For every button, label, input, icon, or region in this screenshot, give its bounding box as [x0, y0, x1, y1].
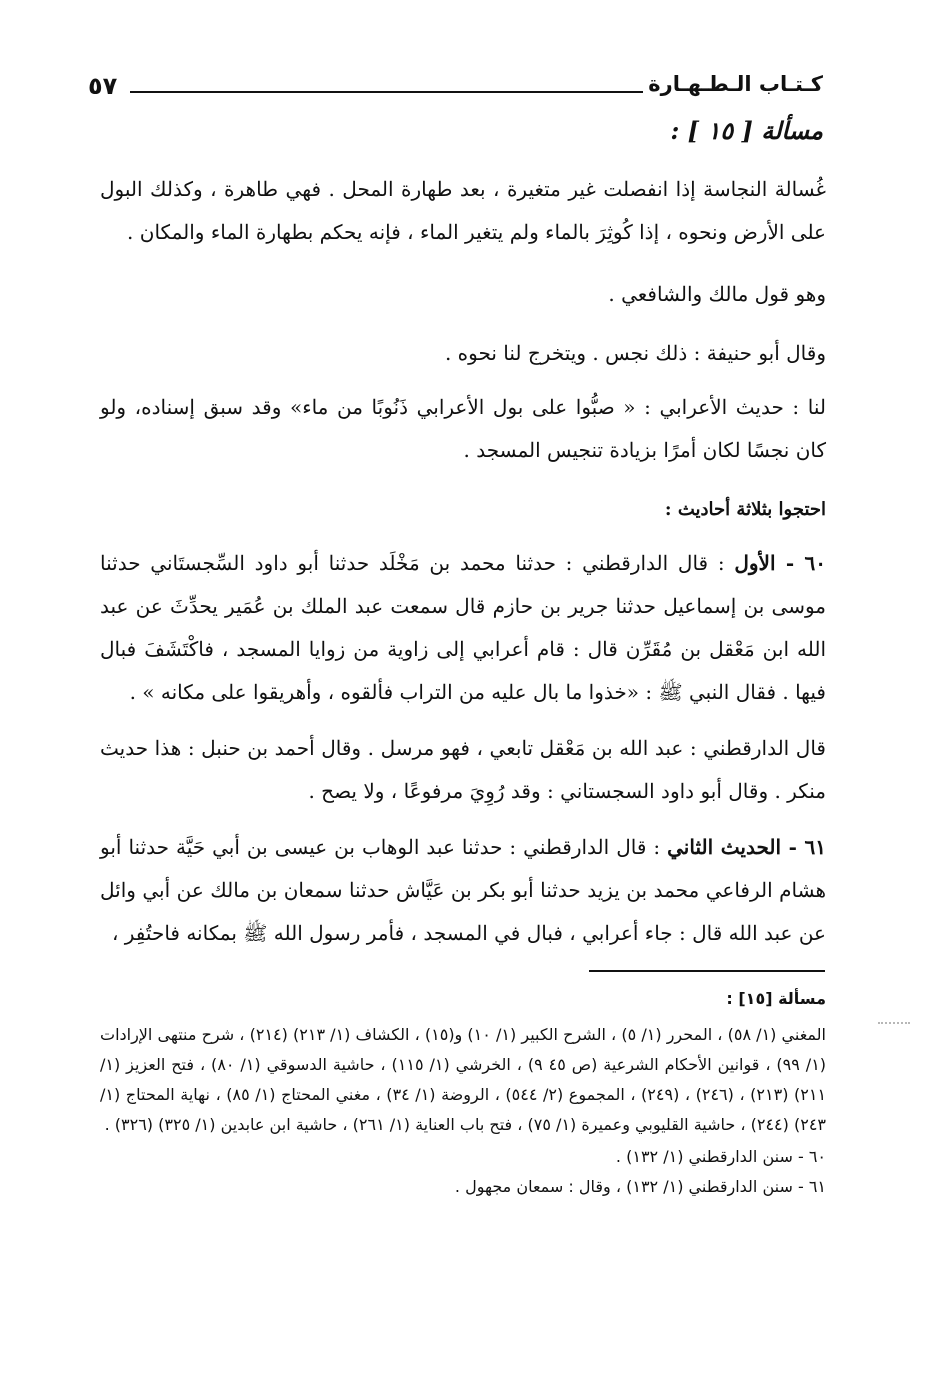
- scan-edge-mark: [878, 1022, 910, 1030]
- footnote-sources: المغني (١/ ٥٨) ، المحرر (١/ ٥) ، الشرح الكبير (١/ ١٠) و(١٥) ، الكشاف (١/ ٢١٣) (٢١٤) ، شرح منتهى الإرادات (١/ ٩٩) ، قوانين الأحكام الشرعية (ص ٤٥ ٩) ، الخرشي (١/ ١١٥) ، حاشية الدسوقي (١/ ٨٠) ، فتح العزيز (١/ ٢١١) (٢١٣) ، (٢٤٦) ، (٢٤٩) ، المجموع (٢/ ٥٤٤) ، الروضة (١/ ٣٤) ، مغني المحتاج (١/ ٨٥) ، نهاية المحتاج (١/ ٢٤٣) (٢٤٤) ، حاشية القليوبي وعميرة (١/ ٧٥) ، فتح باب العناية (١/ ٢٦١) ، حاشية ابن عابدين (١/ ٣٢٥) (٣٢٦) .: [100, 1025, 827, 1134]
- paragraph-evidence: لنا : حديث الأعرابي : « صبُّوا على بول الأعرابي ذَنُوبًا من ماء» وقد سبق إسناده، ولو كان نجسًا لكان أمرًا بزيادة تنجيس المسجد .: [100, 395, 826, 462]
- paragraph-agreeing-scholars: وهو قول مالك والشافعي .: [608, 282, 826, 306]
- paragraph-arguments-heading: احتجوا بثلاثة أحاديث :: [664, 499, 826, 520]
- issue-title: مسألة [ ١٥ ] :: [670, 116, 823, 145]
- running-title: كـتـاب الـطـهـارة: [648, 72, 823, 96]
- header-rule: [130, 91, 643, 93]
- footnote-61: ٦١ - سنن الدارقطني (١/ ١٣٢) ، وقال : سمعان مجهول .: [454, 1177, 826, 1196]
- hadith-60-text: : قال الدارقطني : حدثنا محمد بن مَخْلَد حدثنا أبو داود السِّجستَاني حدثنا موسى بن إسماعيل حدثنا جرير بن حازم قال سمعت عبد الملك بن عُمَير يحدِّثَ عن عبد الله ابن مَعْقل بن مُقَرِّن قال : قام أعرابي إلى زاوية من زوايا المسجد ، فاكْتَشَفَ فبال فيها . فقال النبي ﷺ : «خذوا ما بال عليه من التراب فألقوه ، وأهريقوا على مكانه » .: [100, 551, 826, 704]
- paragraph-daraqutni-comment: قال الدارقطني : عبد الله بن مَعْقل تابعي ، فهو مرسل . وقال أحمد بن حنبل : هذا حديث منكر . وقال أبو داود السجستاني : وقد رُوِيَ مرفوعًا ، ولا يصح .: [100, 736, 826, 803]
- page-number: ٥٧: [88, 72, 118, 100]
- hadith-60-lead: ٦٠ - الأول: [734, 551, 826, 575]
- page-header: [88, 72, 823, 104]
- hadith-61-lead: ٦١ - الحديث الثاني: [667, 835, 826, 859]
- hadith-61-text: : قال الدارقطني : حدثنا عبد الوهاب بن عيسى بن أبي حَيَّة حدثنا أبو هشام الرفاعي محمد بن يزيد حدثنا أبو بكر بن عَيَّاش حدثنا سمعان بن مالك عن أبي وائل عن عبد الله قال : جاء أعرابي ، فبال في المسجد ، فأمر رسول الله ﷺ بمكانه فاحتُفِر ،: [100, 835, 826, 945]
- paragraph-abu-hanifa: وقال أبو حنيفة : ذلك نجس . ويتخرج لنا نحوه .: [444, 341, 826, 365]
- footnote-rule: [589, 970, 825, 972]
- paragraph-ruling: غُسالة النجاسة إذا انفصلت غير متغيرة ، بعد طهارة المحل . فهي طاهرة ، وكذلك البول على الأرض ونحوه ، إذا كُوثِرَ بالماء ولم يتغير الماء ، فإنه يحكم بطهارة الماء والمكان .: [100, 177, 826, 244]
- footnote-60: ٦٠ - سنن الدارقطني (١/ ١٣٢) .: [615, 1147, 826, 1166]
- footnotes: [100, 984, 826, 1202]
- footnote-heading: مسألة [١٥] :: [726, 989, 826, 1008]
- hadith-60-paragraph: [100, 542, 826, 718]
- hadith-61-paragraph: [100, 826, 826, 960]
